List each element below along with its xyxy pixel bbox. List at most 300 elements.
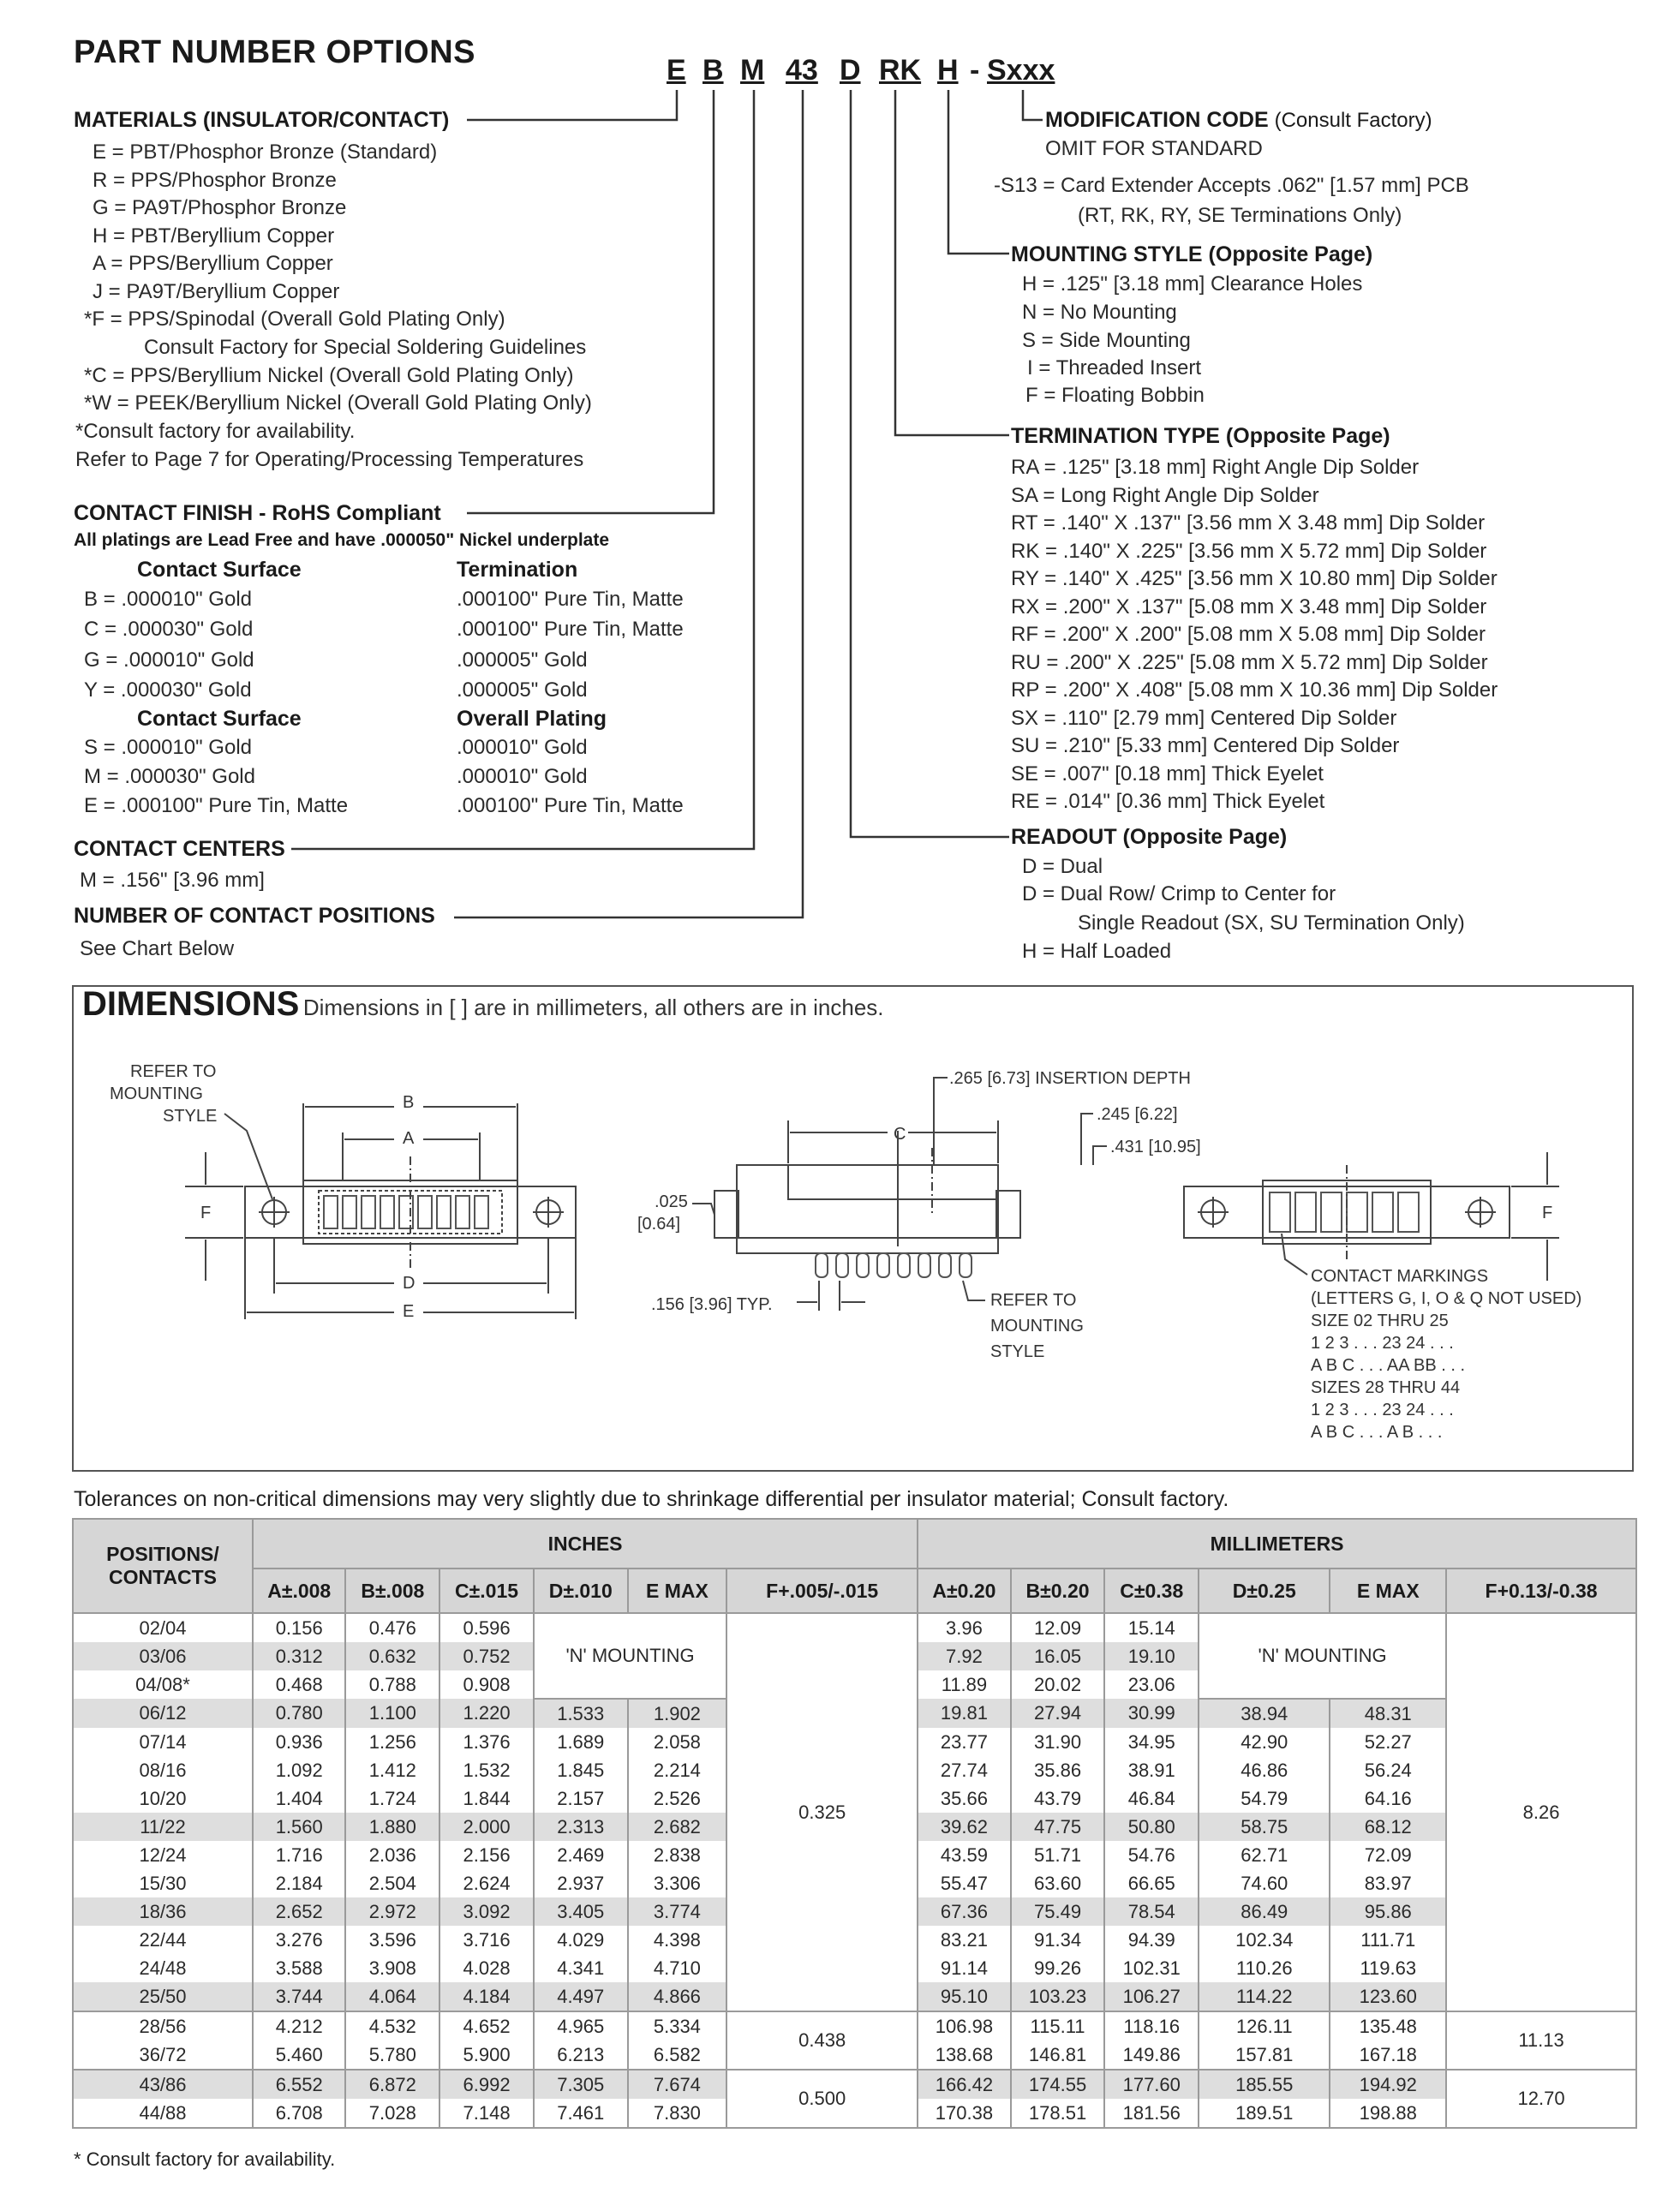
cell-e: 2.526 bbox=[628, 1784, 727, 1813]
cell-em: 48.31 bbox=[1330, 1699, 1446, 1728]
header-positions-line1: POSITIONS/ bbox=[106, 1543, 219, 1565]
cell-bm: 12.09 bbox=[1011, 1613, 1105, 1642]
cell-e: 3.306 bbox=[628, 1869, 727, 1897]
cell-d: 7.461 bbox=[534, 2099, 628, 2128]
cell-b: 3.908 bbox=[345, 1954, 439, 1982]
readout-heading: READOUT (Opposite Page) bbox=[1011, 825, 1288, 849]
label-dim-b: B bbox=[403, 1093, 415, 1112]
cell-d: 1.845 bbox=[534, 1756, 628, 1784]
materials-note: *Consult factory for availability. bbox=[75, 420, 356, 443]
cell-em: 95.86 bbox=[1330, 1897, 1446, 1926]
cell-em: 56.24 bbox=[1330, 1756, 1446, 1784]
label-markings: SIZES 28 THRU 44 bbox=[1311, 1378, 1461, 1397]
cell-d: 4.497 bbox=[534, 1982, 628, 2011]
cell-bm: 16.05 bbox=[1011, 1642, 1105, 1670]
material-item: A = PPS/Beryllium Copper bbox=[93, 252, 333, 275]
footnote: * Consult factory for availability. bbox=[74, 2148, 336, 2170]
header-col: E MAX bbox=[1330, 1569, 1446, 1613]
pn-dash: - bbox=[970, 54, 980, 87]
cell-bm: 43.79 bbox=[1011, 1784, 1105, 1813]
label-markings: 1 2 3 . . . 23 24 . . . bbox=[1311, 1401, 1454, 1419]
pn-termination: RK bbox=[879, 54, 922, 87]
top-view-drawing bbox=[1184, 1152, 1559, 1281]
cell-em: 123.60 bbox=[1330, 1982, 1446, 2011]
cell-cm: 149.86 bbox=[1104, 2041, 1199, 2070]
cell-b: 1.100 bbox=[345, 1699, 439, 1728]
cell-pos: 22/44 bbox=[73, 1926, 253, 1954]
cell-b: 0.788 bbox=[345, 1670, 439, 1699]
termination-item: RA = .125" [3.18 mm] Right Angle Dip Solder bbox=[1011, 456, 1420, 479]
header-col: F+.005/-.015 bbox=[726, 1569, 918, 1613]
termination-item: SA = Long Right Angle Dip Solder bbox=[1011, 484, 1319, 507]
cell-e: 3.774 bbox=[628, 1897, 727, 1926]
cell-cm: 177.60 bbox=[1104, 2070, 1199, 2099]
cell-pos: 36/72 bbox=[73, 2041, 253, 2070]
positions-heading: NUMBER OF CONTACT POSITIONS bbox=[74, 904, 435, 928]
cell-am: 7.92 bbox=[918, 1642, 1011, 1670]
side-view-drawing bbox=[692, 1078, 1107, 1311]
cell-em: 119.63 bbox=[1330, 1954, 1446, 1982]
cell-cm: 50.80 bbox=[1104, 1813, 1199, 1841]
termination-item: SE = .007" [0.18 mm] Thick Eyelet bbox=[1011, 762, 1324, 786]
dimensions-table bbox=[72, 1518, 1637, 2129]
label-245: .245 [6.22] bbox=[1097, 1105, 1178, 1124]
label-refer: STYLE bbox=[990, 1342, 1045, 1361]
cell-a: 3.744 bbox=[253, 1982, 346, 2011]
cell-c: 6.992 bbox=[439, 2070, 534, 2099]
cell-b: 5.780 bbox=[345, 2041, 439, 2070]
cell-f-mm: 12.70 bbox=[1446, 2070, 1636, 2128]
cell-em: 52.27 bbox=[1330, 1728, 1446, 1756]
cell-bm: 178.51 bbox=[1011, 2099, 1105, 2128]
cell-a: 0.312 bbox=[253, 1642, 346, 1670]
cell-cm: 102.31 bbox=[1104, 1954, 1199, 1982]
cell-dm: 126.11 bbox=[1199, 2011, 1330, 2041]
table-row bbox=[73, 1613, 1636, 1642]
termination-item: RY = .140" X .425" [3.56 mm X 10.80 mm] Dip Solder bbox=[1011, 567, 1498, 590]
header-col: C±.015 bbox=[439, 1569, 534, 1613]
termination-item: SU = .210" [5.33 mm] Centered Dip Solder bbox=[1011, 734, 1400, 757]
cell-e: 2.682 bbox=[628, 1813, 727, 1841]
cell-c: 2.000 bbox=[439, 1813, 534, 1841]
header-positions-line2: CONTACTS bbox=[108, 1566, 218, 1588]
cell-e: 6.582 bbox=[628, 2041, 727, 2070]
cell-f-mm: 11.13 bbox=[1446, 2011, 1636, 2070]
termination-item: RP = .200" X .408" [5.08 mm X 10.36 mm] Dip Solder bbox=[1011, 678, 1498, 702]
cell-c: 4.184 bbox=[439, 1982, 534, 2011]
cell-cm: 38.91 bbox=[1104, 1756, 1199, 1784]
cell-cm: 66.65 bbox=[1104, 1869, 1199, 1897]
cell-am: 23.77 bbox=[918, 1728, 1011, 1756]
cell-e: 5.334 bbox=[628, 2011, 727, 2041]
tolerance-note: Tolerances on non-critical dimensions may very slightly due to shrinkage differential per insulator material; Consult factory. bbox=[74, 1487, 1229, 1511]
termination-item: RU = .200" X .225" [5.08 mm X 5.72 mm] Dip Solder bbox=[1011, 651, 1488, 674]
cell-dm: 86.49 bbox=[1199, 1897, 1330, 1926]
cell-em: 194.92 bbox=[1330, 2070, 1446, 2099]
cell-dm: 54.79 bbox=[1199, 1784, 1330, 1813]
cell-a: 2.652 bbox=[253, 1897, 346, 1926]
cell-f-mm: 8.26 bbox=[1446, 1613, 1636, 2011]
cell-cm: 94.39 bbox=[1104, 1926, 1199, 1954]
cell-c: 7.148 bbox=[439, 2099, 534, 2128]
finish-heading: CONTACT FINISH - RoHS Compliant bbox=[74, 501, 441, 525]
label-156: .156 [3.96] TYP. bbox=[651, 1295, 773, 1314]
cell-n-mounting: 'N' MOUNTING bbox=[534, 1613, 726, 1699]
cell-d: 3.405 bbox=[534, 1897, 628, 1926]
cell-bm: 99.26 bbox=[1011, 1954, 1105, 1982]
cell-b: 4.064 bbox=[345, 1982, 439, 2011]
finish-surface: E = .000100" Pure Tin, Matte bbox=[84, 794, 349, 817]
label-025: .025 bbox=[655, 1192, 688, 1211]
cell-pos: 04/08* bbox=[73, 1670, 253, 1699]
cell-c: 3.092 bbox=[439, 1897, 534, 1926]
cell-em: 111.71 bbox=[1330, 1926, 1446, 1954]
cell-pos: 03/06 bbox=[73, 1642, 253, 1670]
cell-em: 64.16 bbox=[1330, 1784, 1446, 1813]
material-item: H = PBT/Beryllium Copper bbox=[93, 224, 335, 248]
cell-dm: 185.55 bbox=[1199, 2070, 1330, 2099]
cell-b: 7.028 bbox=[345, 2099, 439, 2128]
cell-d: 2.313 bbox=[534, 1813, 628, 1841]
cell-b: 1.880 bbox=[345, 1813, 439, 1841]
cell-dm: 114.22 bbox=[1199, 1982, 1330, 2011]
cell-am: 106.98 bbox=[918, 2011, 1011, 2041]
cell-c: 0.596 bbox=[439, 1613, 534, 1642]
cell-dm: 46.86 bbox=[1199, 1756, 1330, 1784]
cell-d: 2.157 bbox=[534, 1784, 628, 1813]
cell-am: 83.21 bbox=[918, 1926, 1011, 1954]
modification-omit: OMIT FOR STANDARD bbox=[1045, 137, 1263, 160]
cell-dm: 110.26 bbox=[1199, 1954, 1330, 1982]
mounting-heading: MOUNTING STYLE (Opposite Page) bbox=[1011, 242, 1373, 266]
label-markings: 1 2 3 . . . 23 24 . . . bbox=[1311, 1334, 1454, 1353]
cell-cm: 15.14 bbox=[1104, 1613, 1199, 1642]
termination-item: RT = .140" X .137" [3.56 mm X 3.48 mm] Dip Solder bbox=[1011, 511, 1486, 535]
cell-c: 2.156 bbox=[439, 1841, 534, 1869]
modification-title: MODIFICATION CODE bbox=[1045, 108, 1269, 132]
cell-c: 4.652 bbox=[439, 2011, 534, 2041]
cell-am: 43.59 bbox=[918, 1841, 1011, 1869]
centers-item: M = .156" [3.96 mm] bbox=[80, 869, 265, 892]
cell-em: 135.48 bbox=[1330, 2011, 1446, 2041]
cell-c: 1.376 bbox=[439, 1728, 534, 1756]
header-col: A±0.20 bbox=[918, 1569, 1011, 1613]
finish-surface: G = .000010" Gold bbox=[84, 648, 254, 672]
cell-dm: 58.75 bbox=[1199, 1813, 1330, 1841]
cell-b: 1.724 bbox=[345, 1784, 439, 1813]
cell-bm: 20.02 bbox=[1011, 1670, 1105, 1699]
cell-b: 6.872 bbox=[345, 2070, 439, 2099]
finish-termination: .000100" Pure Tin, Matte bbox=[457, 588, 684, 611]
label-025-mm: [0.64] bbox=[637, 1215, 681, 1234]
cell-c: 1.220 bbox=[439, 1699, 534, 1728]
label-markings: SIZE 02 THRU 25 bbox=[1311, 1312, 1449, 1330]
mounting-item: H = .125" [3.18 mm] Clearance Holes bbox=[1022, 272, 1363, 296]
label-refer: MOUNTING bbox=[990, 1317, 1084, 1336]
cell-e: 7.674 bbox=[628, 2070, 727, 2099]
cell-c: 0.908 bbox=[439, 1670, 534, 1699]
header-positions bbox=[73, 1519, 253, 1613]
cell-dm: 189.51 bbox=[1199, 2099, 1330, 2128]
pn-readout: D bbox=[840, 54, 861, 87]
material-item: Consult Factory for Special Soldering Guidelines bbox=[144, 336, 587, 359]
cell-e: 4.710 bbox=[628, 1954, 727, 1982]
cell-a: 5.460 bbox=[253, 2041, 346, 2070]
dimensions-subtitle: Dimensions in [ ] are in millimeters, all others are in inches. bbox=[302, 995, 884, 1020]
cell-n-mounting: 'N' MOUNTING bbox=[1199, 1613, 1446, 1699]
pn-material: E bbox=[667, 54, 686, 87]
finish-overall: .000010" Gold bbox=[457, 765, 588, 788]
finish-col-head: Contact Surface bbox=[137, 558, 302, 582]
material-item: R = PPS/Phosphor Bronze bbox=[93, 169, 337, 192]
cell-a: 0.468 bbox=[253, 1670, 346, 1699]
cell-am: 138.68 bbox=[918, 2041, 1011, 2070]
cell-am: 35.66 bbox=[918, 1784, 1011, 1813]
finish-surface: M = .000030" Gold bbox=[84, 765, 255, 788]
header-col: B±.008 bbox=[345, 1569, 439, 1613]
cell-e: 4.866 bbox=[628, 1982, 727, 2011]
cell-pos: 43/86 bbox=[73, 2070, 253, 2099]
label-dim-a: A bbox=[403, 1129, 415, 1148]
materials-heading: MATERIALS (INSULATOR/CONTACT) bbox=[74, 108, 450, 132]
label-dim-d: D bbox=[403, 1274, 416, 1293]
cell-em: 83.97 bbox=[1330, 1869, 1446, 1897]
front-view-drawing bbox=[185, 1103, 576, 1319]
cell-am: 19.81 bbox=[918, 1699, 1011, 1728]
material-item: J = PA9T/Beryllium Copper bbox=[93, 280, 340, 303]
finish-subheading: All platings are Lead Free and have .000050" Nickel underplate bbox=[74, 530, 610, 550]
material-item: G = PA9T/Phosphor Bronze bbox=[93, 196, 347, 219]
mounting-item: F = Floating Bobbin bbox=[1025, 384, 1205, 407]
cell-pos: 15/30 bbox=[73, 1869, 253, 1897]
header-col: C±0.38 bbox=[1104, 1569, 1199, 1613]
cell-bm: 35.86 bbox=[1011, 1756, 1105, 1784]
cell-am: 166.42 bbox=[918, 2070, 1011, 2099]
cell-c: 1.844 bbox=[439, 1784, 534, 1813]
label-dim-f: F bbox=[1542, 1204, 1553, 1222]
cell-b: 3.596 bbox=[345, 1926, 439, 1954]
cell-d: 2.937 bbox=[534, 1869, 628, 1897]
cell-pos: 07/14 bbox=[73, 1728, 253, 1756]
modification-note: (Consult Factory) bbox=[1274, 109, 1432, 132]
cell-c: 1.532 bbox=[439, 1756, 534, 1784]
cell-pos: 11/22 bbox=[73, 1813, 253, 1841]
termination-heading: TERMINATION TYPE (Opposite Page) bbox=[1011, 424, 1390, 448]
cell-am: 27.74 bbox=[918, 1756, 1011, 1784]
pn-modification: Sxxx bbox=[987, 54, 1055, 87]
cell-dm: 102.34 bbox=[1199, 1926, 1330, 1954]
label-refer: MOUNTING bbox=[110, 1085, 203, 1103]
cell-dm: 42.90 bbox=[1199, 1728, 1330, 1756]
termination-item: SX = .110" [2.79 mm] Centered Dip Solder bbox=[1011, 707, 1397, 730]
cell-b: 0.476 bbox=[345, 1613, 439, 1642]
label-refer: STYLE bbox=[163, 1107, 218, 1126]
header-col: D±0.25 bbox=[1199, 1569, 1330, 1613]
cell-cm: 118.16 bbox=[1104, 2011, 1199, 2041]
header-col: D±.010 bbox=[534, 1569, 628, 1613]
termination-item: RK = .140" X .225" [3.56 mm X 5.72 mm] Dip Solder bbox=[1011, 540, 1487, 563]
label-markings: (LETTERS G, I, O & Q NOT USED) bbox=[1311, 1289, 1582, 1308]
finish-surface: C = .000030" Gold bbox=[84, 618, 254, 641]
cell-pos: 44/88 bbox=[73, 2099, 253, 2128]
header-col: B±0.20 bbox=[1011, 1569, 1105, 1613]
cell-dm: 38.94 bbox=[1199, 1699, 1330, 1728]
label-refer: REFER TO bbox=[990, 1291, 1077, 1310]
cell-c: 3.716 bbox=[439, 1926, 534, 1954]
positions-item: See Chart Below bbox=[80, 937, 235, 960]
readout-item: D = Dual Row/ Crimp to Center for bbox=[1022, 882, 1336, 905]
cell-b: 2.504 bbox=[345, 1869, 439, 1897]
cell-e: 2.058 bbox=[628, 1728, 727, 1756]
label-dim-c: C bbox=[894, 1125, 906, 1144]
pn-mounting: H bbox=[937, 54, 959, 87]
cell-bm: 51.71 bbox=[1011, 1841, 1105, 1869]
cell-am: 3.96 bbox=[918, 1613, 1011, 1642]
readout-item: Single Readout (SX, SU Termination Only) bbox=[1078, 911, 1465, 935]
cell-d: 4.029 bbox=[534, 1926, 628, 1954]
cell-d: 4.965 bbox=[534, 2011, 628, 2041]
cell-c: 2.624 bbox=[439, 1869, 534, 1897]
mounting-item: N = No Mounting bbox=[1022, 301, 1177, 324]
cell-bm: 75.49 bbox=[1011, 1897, 1105, 1926]
cell-pos: 06/12 bbox=[73, 1699, 253, 1728]
material-item: *F = PPS/Spinodal (Overall Gold Plating Only) bbox=[84, 308, 505, 331]
cell-em: 167.18 bbox=[1330, 2041, 1446, 2070]
cell-b: 0.632 bbox=[345, 1642, 439, 1670]
cell-pos: 12/24 bbox=[73, 1841, 253, 1869]
finish-col-head: Contact Surface bbox=[137, 707, 302, 731]
cell-a: 3.588 bbox=[253, 1954, 346, 1982]
cell-cm: 19.10 bbox=[1104, 1642, 1199, 1670]
material-item: *C = PPS/Beryllium Nickel (Overall Gold Plating Only) bbox=[84, 364, 574, 387]
cell-am: 170.38 bbox=[918, 2099, 1011, 2128]
cell-dm: 62.71 bbox=[1199, 1841, 1330, 1869]
cell-d: 6.213 bbox=[534, 2041, 628, 2070]
termination-item: RX = .200" X .137" [5.08 mm X 3.48 mm] Dip Solder bbox=[1011, 595, 1487, 618]
cell-pos: 28/56 bbox=[73, 2011, 253, 2041]
page-title: PART NUMBER OPTIONS bbox=[74, 34, 476, 70]
cell-e: 4.398 bbox=[628, 1926, 727, 1954]
cell-cm: 30.99 bbox=[1104, 1699, 1199, 1728]
cell-cm: 78.54 bbox=[1104, 1897, 1199, 1926]
cell-cm: 46.84 bbox=[1104, 1784, 1199, 1813]
finish-surface: S = .000010" Gold bbox=[84, 736, 252, 759]
cell-bm: 27.94 bbox=[1011, 1699, 1105, 1728]
cell-d: 2.469 bbox=[534, 1841, 628, 1869]
cell-d: 1.533 bbox=[534, 1699, 628, 1728]
table-row bbox=[73, 2011, 1636, 2041]
cell-pos: 24/48 bbox=[73, 1954, 253, 1982]
mounting-item: S = Side Mounting bbox=[1022, 329, 1191, 352]
cell-bm: 115.11 bbox=[1011, 2011, 1105, 2041]
cell-pos: 10/20 bbox=[73, 1784, 253, 1813]
label-dim-f: F bbox=[200, 1204, 212, 1222]
termination-item: RE = .014" [0.36 mm] Thick Eyelet bbox=[1011, 790, 1325, 813]
cell-dm: 74.60 bbox=[1199, 1869, 1330, 1897]
cell-a: 1.716 bbox=[253, 1841, 346, 1869]
cell-cm: 181.56 bbox=[1104, 2099, 1199, 2128]
finish-termination: .000100" Pure Tin, Matte bbox=[457, 618, 684, 641]
cell-bm: 31.90 bbox=[1011, 1728, 1105, 1756]
cell-c: 0.752 bbox=[439, 1642, 534, 1670]
cell-em: 72.09 bbox=[1330, 1841, 1446, 1869]
readout-item: H = Half Loaded bbox=[1022, 940, 1172, 963]
mounting-item: I = Threaded Insert bbox=[1027, 356, 1202, 379]
finish-col-head: Overall Plating bbox=[457, 707, 607, 731]
modification-item: (RT, RK, RY, SE Terminations Only) bbox=[1078, 204, 1402, 227]
materials-note: Refer to Page 7 for Operating/Processing Temperatures bbox=[75, 448, 584, 471]
header-col: A±.008 bbox=[253, 1569, 346, 1613]
cell-a: 4.212 bbox=[253, 2011, 346, 2041]
cell-pos: 18/36 bbox=[73, 1897, 253, 1926]
cell-bm: 47.75 bbox=[1011, 1813, 1105, 1841]
material-item: E = PBT/Phosphor Bronze (Standard) bbox=[93, 140, 438, 164]
cell-am: 91.14 bbox=[918, 1954, 1011, 1982]
cell-e: 7.830 bbox=[628, 2099, 727, 2128]
cell-bm: 63.60 bbox=[1011, 1869, 1105, 1897]
cell-pos: 25/50 bbox=[73, 1982, 253, 2011]
material-item: *W = PEEK/Beryllium Nickel (Overall Gold Plating Only) bbox=[84, 391, 592, 415]
cell-pos: 08/16 bbox=[73, 1756, 253, 1784]
table-row bbox=[73, 2070, 1636, 2099]
cell-c: 4.028 bbox=[439, 1954, 534, 1982]
label-insertion: .265 [6.73] INSERTION DEPTH bbox=[949, 1069, 1191, 1088]
cell-f-inches: 0.500 bbox=[726, 2070, 918, 2128]
cell-a: 6.552 bbox=[253, 2070, 346, 2099]
label-markings: A B C . . . AA BB . . . bbox=[1311, 1356, 1466, 1375]
cell-bm: 174.55 bbox=[1011, 2070, 1105, 2099]
cell-bm: 91.34 bbox=[1011, 1926, 1105, 1954]
cell-a: 2.184 bbox=[253, 1869, 346, 1897]
cell-cm: 34.95 bbox=[1104, 1728, 1199, 1756]
cell-a: 0.936 bbox=[253, 1728, 346, 1756]
cell-cm: 23.06 bbox=[1104, 1670, 1199, 1699]
cell-e: 2.838 bbox=[628, 1841, 727, 1869]
cell-em: 198.88 bbox=[1330, 2099, 1446, 2128]
cell-am: 55.47 bbox=[918, 1869, 1011, 1897]
cell-am: 11.89 bbox=[918, 1670, 1011, 1699]
cell-b: 1.412 bbox=[345, 1756, 439, 1784]
finish-surface: Y = .000030" Gold bbox=[84, 678, 252, 702]
cell-d: 1.689 bbox=[534, 1728, 628, 1756]
cell-am: 67.36 bbox=[918, 1897, 1011, 1926]
finish-termination: .000005" Gold bbox=[457, 678, 588, 702]
cell-am: 39.62 bbox=[918, 1813, 1011, 1841]
finish-col-head: Termination bbox=[457, 558, 578, 582]
finish-overall: .000100" Pure Tin, Matte bbox=[457, 794, 684, 817]
cell-a: 1.404 bbox=[253, 1784, 346, 1813]
header-millimeters: MILLIMETERS bbox=[918, 1519, 1636, 1569]
cell-dm: 157.81 bbox=[1199, 2041, 1330, 2070]
finish-termination: .000005" Gold bbox=[457, 648, 588, 672]
cell-e: 2.214 bbox=[628, 1756, 727, 1784]
pn-positions: 43 bbox=[786, 54, 818, 87]
label-refer: REFER TO bbox=[130, 1062, 217, 1081]
readout-item: D = Dual bbox=[1022, 855, 1103, 878]
header-inches: INCHES bbox=[253, 1519, 918, 1569]
cell-b: 2.972 bbox=[345, 1897, 439, 1926]
cell-b: 4.532 bbox=[345, 2011, 439, 2041]
cell-bm: 146.81 bbox=[1011, 2041, 1105, 2070]
cell-a: 1.092 bbox=[253, 1756, 346, 1784]
cell-bm: 103.23 bbox=[1011, 1982, 1105, 2011]
cell-cm: 54.76 bbox=[1104, 1841, 1199, 1869]
cell-b: 2.036 bbox=[345, 1841, 439, 1869]
cell-a: 0.780 bbox=[253, 1699, 346, 1728]
cell-b: 1.256 bbox=[345, 1728, 439, 1756]
cell-d: 4.341 bbox=[534, 1954, 628, 1982]
label-markings: CONTACT MARKINGS bbox=[1311, 1267, 1489, 1286]
